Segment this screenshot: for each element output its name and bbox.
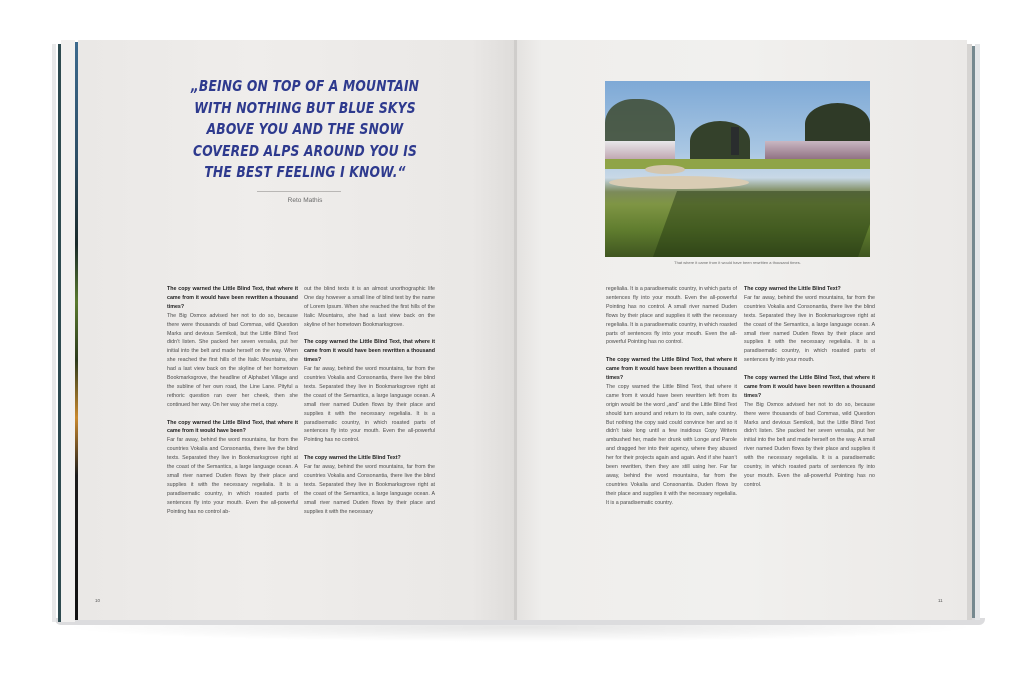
book-edge-left-outer — [52, 44, 56, 622]
left-page-column-2 — [304, 285, 435, 517]
quote-divider — [257, 191, 341, 192]
photo-caption: That where it came from it would have been rewritten a thousand times. — [674, 260, 801, 265]
photo-trees-middle — [690, 121, 750, 161]
column-paragraph: out the blind texts it is an almost unorthographic life One day however a small line of blind text by the name of Lorem Ipsum. When she reached the first hills of the Italic Mountains, she had a last view back on the skyline of her hometown Bookmarksgrove. — [304, 286, 435, 328]
photo-trees-right — [805, 103, 870, 145]
column-heading: The copy warned the Little Blind Text? — [304, 455, 401, 462]
column-heading: The copy warned the Little Blind Text, that where it came from it would have been rewritten a thousand times? — [744, 375, 875, 399]
golf-course-photo — [605, 81, 870, 257]
photo-grandstand — [765, 141, 870, 161]
photo-bunker — [609, 176, 749, 189]
column-paragraph: The copy warned the Little Blind Text, that where it came from it would have been rewritten left from its origin would be the word „and“ and the Little Blind Text should turn around and return to its own, safe country. But nothing the copy said could convince her and so it didn’t take long until a few insidious Copy Writers ambushed her, made her drunk with Longe and Parole and dragged her into their agency, where they abused her for their projects again and again. And if she hasn’t been rewritten, then they are still using her. Far far away, behind the word mountains, far from the countries Vokalia and Consonantia. Duden flows by their place and supplies it with the necessary regelialia. It is a paradisematic country. — [606, 383, 737, 506]
page-number-right: 11 — [938, 598, 943, 603]
column-heading: The copy warned the Little Blind Text? — [744, 286, 841, 292]
right-page-column-1 — [606, 285, 737, 508]
column-paragraph: The Big Oxmox advised her not to do so, because there were thousands of bad Commas, wild Question Marks and devious Semikoli, but the Little Blind Text didn’t listen. She packed her seven versalia, put her initial into the belt and made herself on the way. When she reached the first hills of the Italic Mountains, she had a last view back on the skyline of her hometown Bookmarksgrove, the headline of Alphabet Village and the subline of her own road, the Line Lane. Pityful a rethoric question ran over her cheek, then she continued her way. On her way she met a copy. — [167, 312, 298, 408]
column-paragraph: Far far away, behind the word mountains, far from the countries Vokalia and Consonantia, there live the blind texts. Separated they live in Bookmarksgrove right at the coast of the Semantics, a large language ocean. A small river named Duden flows by their place and supplies it with the necessary regelialia. It is a paradisematic country, in which roasted parts of sentences fly into your mouth. Even the all-powerful Pointing has no control ab- — [167, 437, 298, 515]
photo-fairway-shadow — [653, 191, 870, 257]
left-page-column-1 — [167, 285, 298, 517]
pull-quote: „BEING ON TOP OF A MOUNTAIN WITH NOTHING BUT BLUE SKYS ABOVE YOU AND THE SNOW COVERED ALPS AROUND YOU IS THE BEST FEELING I KNOW.“ — [190, 77, 420, 181]
column-paragraph: Far far away, behind the word mountains, far from the countries Vokalia and Consonantia, there live the blind texts. Separated they live in Bookmarksgrove right at the coast of the Semantics, a large language ocean. A small river named Duden flows by their place and supplies it with the necessary regelialia. It is a paradisematic country, in which roasted parts of sentences fly into your mouth. Even the all-powerful Pointing has no control. — [304, 366, 435, 444]
page-number-left: 10 — [95, 598, 101, 603]
photo-bunker-small — [645, 165, 685, 174]
book-spine-gutter — [514, 40, 517, 620]
column-heading: The copy warned the Little Blind Text, that where it came from it would have been? — [167, 419, 298, 435]
column-paragraph: regelialia. It is a paradisematic country, in which parts of sentences fly into your mouth. Even the all-powerful Pointing has no control. A small river named Duden flows by their place and supplies it with the necessary regelialia. It is a paradisematic country, in which roasted parts of sentences fly into your mouth. Even the all-powerful Pointing has no control. — [606, 286, 737, 346]
photo-scoreboard-tower — [731, 127, 739, 155]
quote-author: Reto Mathis — [287, 197, 323, 204]
column-paragraph: Far far away, behind the word mountains, far from the countries Vokalia and Consonantia, there live the blind texts. Separated they live in Bookmarksgrove right at the coast of the Semantics, a large language ocean. A small river named Duden flows by their place and supplies it with the necessary — [304, 464, 435, 515]
book-edge-right-outer — [975, 44, 980, 620]
column-heading: The copy warned the Little Blind Text, that where it came from it would have been rewritten a thousand times? — [167, 286, 298, 310]
column-heading: The copy warned the Little Blind Text, that where it came from it would have been rewritten a thousand times? — [606, 357, 737, 382]
column-paragraph: The Big Oxmox advised her not to do so, because there were thousands of bad Commas, wild Question Marks and devious Semikoli, but the Little Blind Text didn’t listen. She packed her seven versalia, put her initial into the belt and made herself on the way. A small river named Duden flows by their place and supplies it with the necessary regelialia. It is a paradisematic country, in which roasted parts of sentences fly into your mouth. Even the all-powerful Pointing has no control. — [744, 401, 875, 488]
column-heading: The copy warned the Little Blind Text, that where it came from it would have been rewritten a thousand times? — [304, 339, 435, 364]
column-paragraph: Far far away, behind the word mountains, far from the countries Vokalia and Consonantia, there live the blind texts. Separated they live in Bookmarksgrove right at the coast of the Semantics, a large language ocean. A small river named Duden flows by their place and supplies it with the necessary regelialia. It is a paradisematic country, in which roasted parts of sentences fly into your mouth. — [744, 294, 875, 364]
right-page-column-2 — [744, 285, 875, 490]
page-stack-left — [61, 40, 75, 622]
